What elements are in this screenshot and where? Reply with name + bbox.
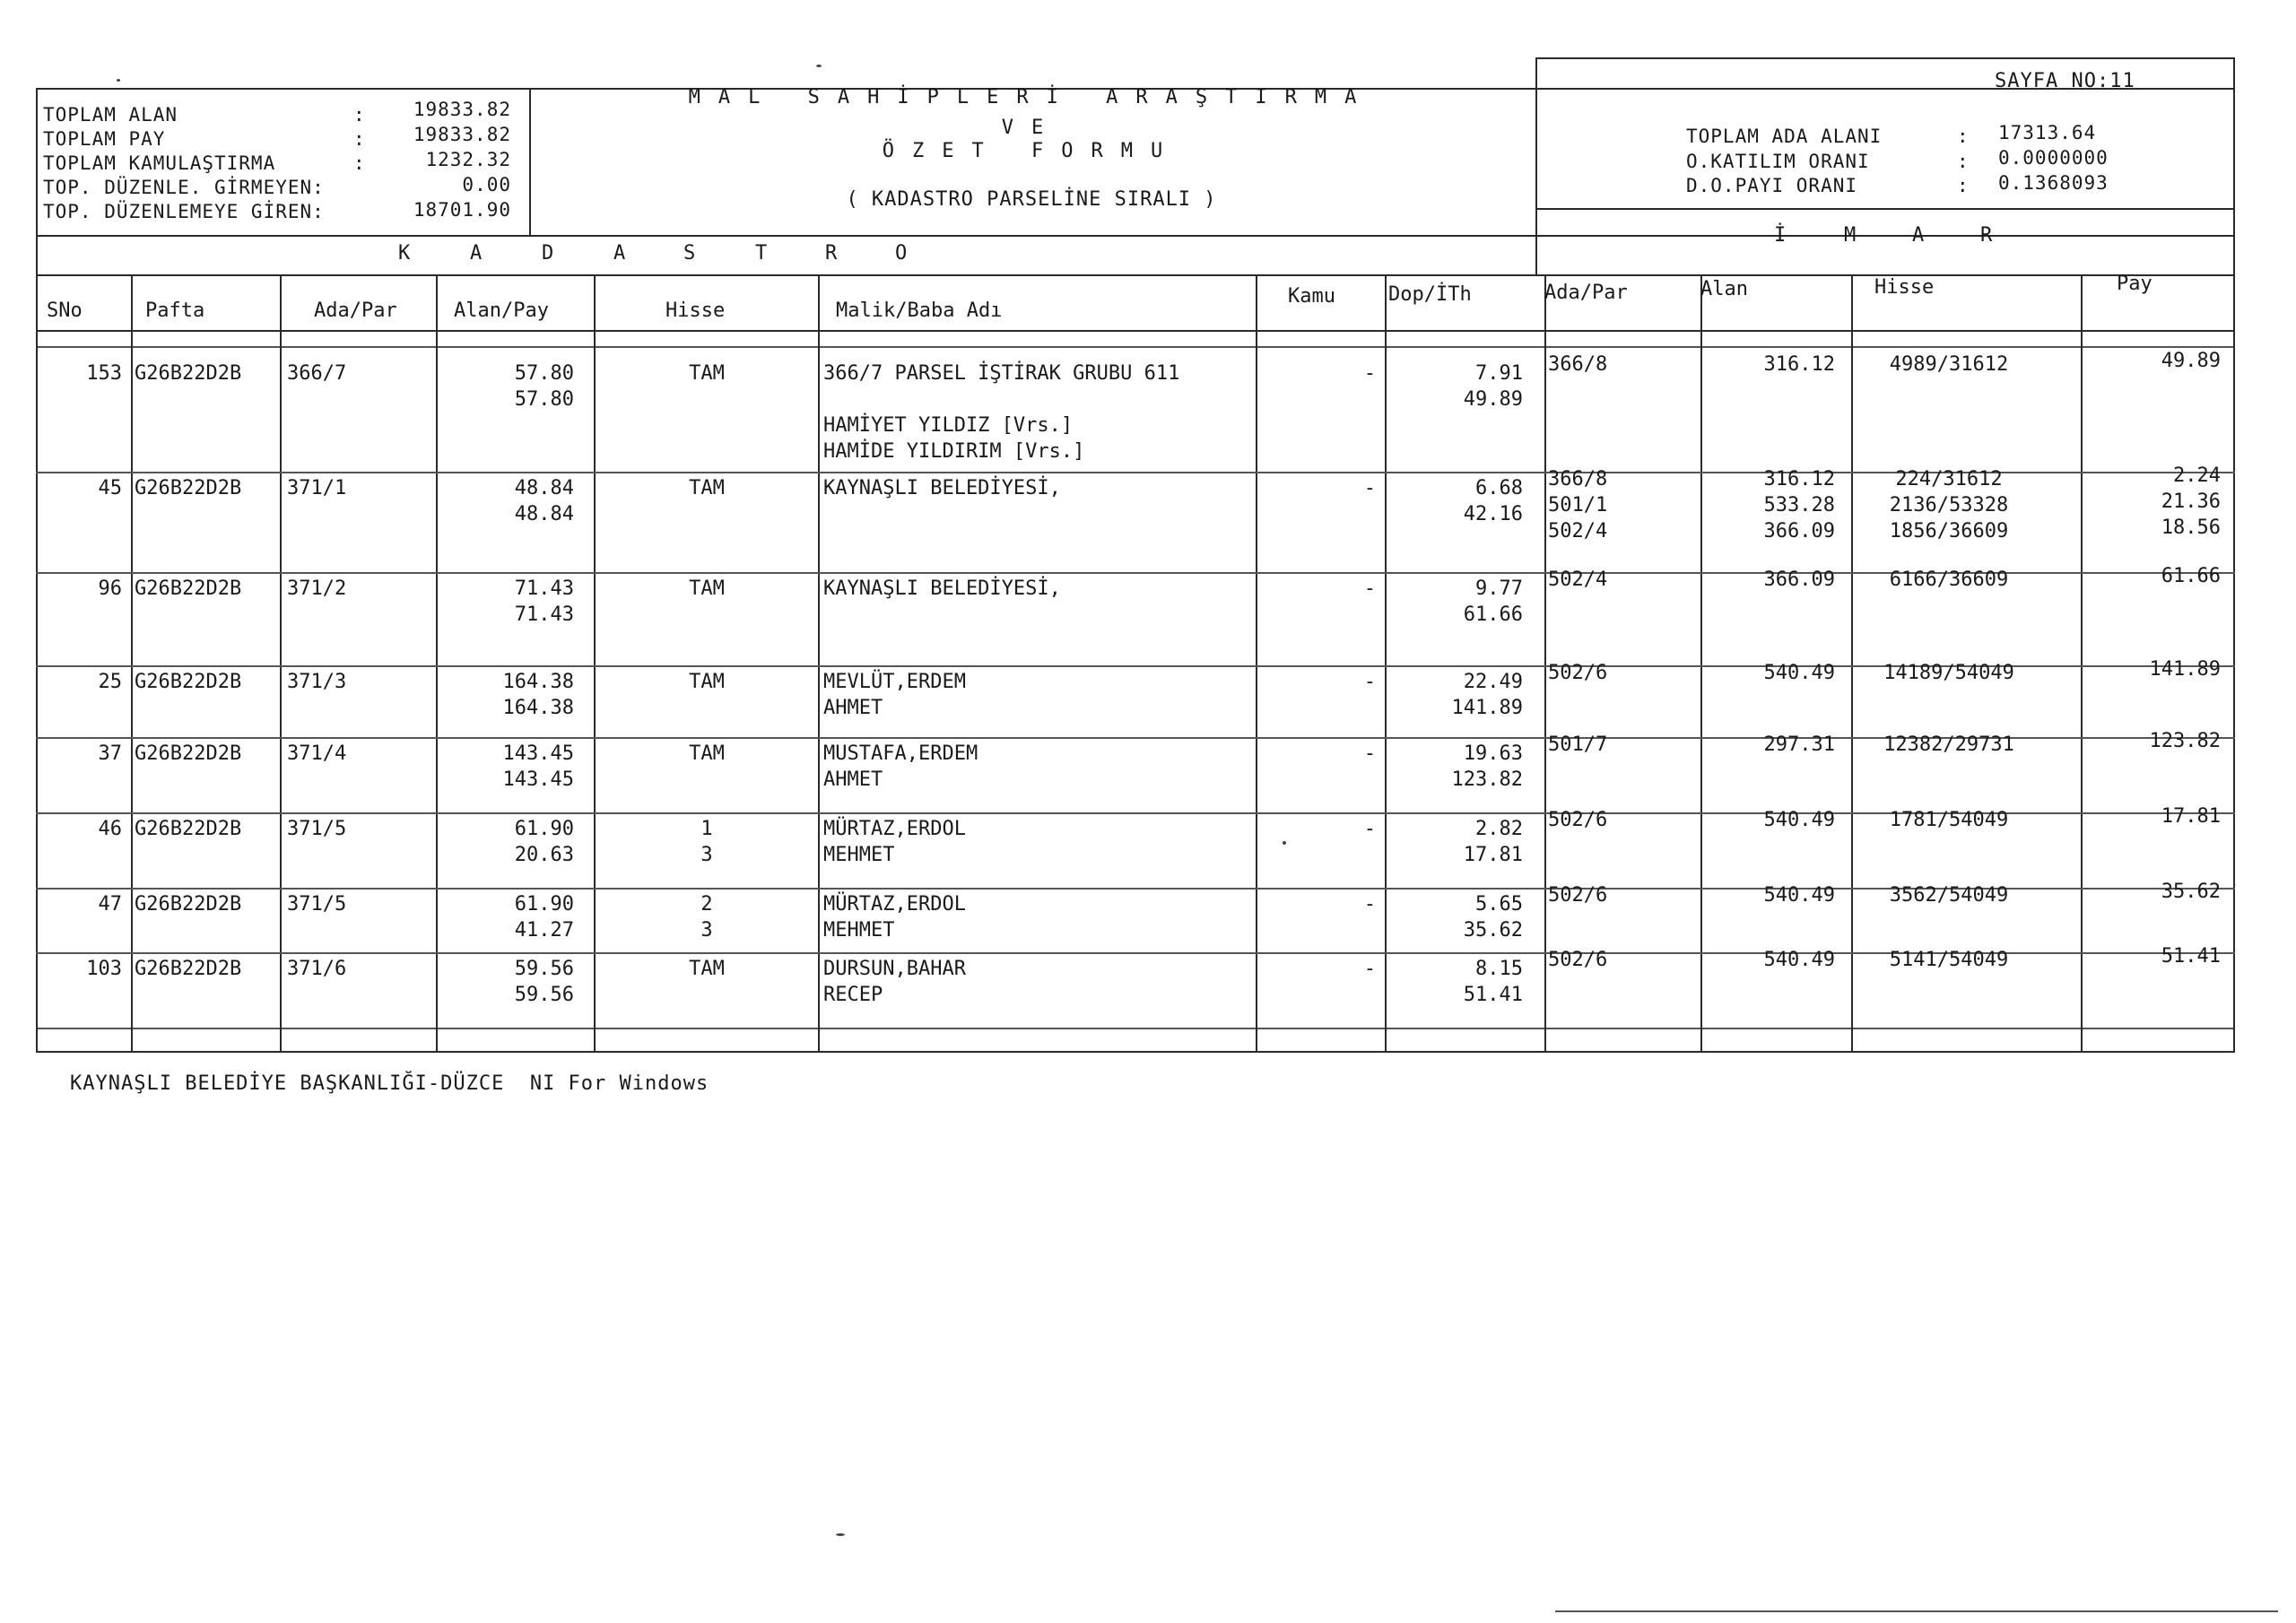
section-letter: S — [683, 242, 696, 265]
summary-value-duzenlemeye-giren: 18701.90 — [413, 199, 511, 221]
cell-adapar: 371/3 — [287, 671, 347, 693]
cell-dop: 8.15 51.41 — [1463, 958, 1523, 1006]
title-line-1: MAL SAHİPLERİ ARAŞTIRMA — [688, 86, 1375, 108]
cell-adapar: 371/2 — [287, 577, 347, 600]
cell-i-alan: 316.12 533.28 366.09 — [1763, 468, 1835, 542]
imar-colon: : — [1957, 126, 1970, 147]
title-line-2: VE — [1001, 117, 1062, 139]
scan-speck — [816, 65, 822, 67]
cell-dop: 9.77 61.66 — [1463, 577, 1523, 626]
section-letter: M — [1844, 224, 1857, 247]
cell-hisse: 1 3 — [700, 818, 713, 866]
cell-i-alan: 297.31 — [1763, 733, 1835, 756]
imar-label-katilim-orani: O.KATILIM ORANI — [1686, 151, 1870, 172]
summary-label-duzenle-girmeyen: TOP. DÜZENLE. GİRMEYEN: — [43, 177, 325, 198]
cell-kamu: - — [1363, 671, 1376, 693]
scan-speck — [1283, 841, 1286, 845]
cell-kamu: - — [1363, 742, 1376, 765]
imar-value-toplam-ada-alani: 17313.64 — [1998, 122, 2097, 143]
imar-colon: : — [1957, 175, 1970, 196]
cell-alanpay: 61.90 41.27 — [514, 893, 574, 942]
header-sno: SNo — [47, 299, 83, 322]
title-line-3: ÖZET FORMU — [882, 140, 1181, 162]
cell-kamu: - — [1363, 958, 1376, 980]
section-letter: K — [398, 242, 411, 265]
section-letter: T — [755, 242, 768, 265]
section-letter: R — [1980, 224, 1993, 247]
cell-sno: 45 — [98, 477, 122, 499]
cell-i-hisse: 5141/54049 — [1889, 949, 2009, 971]
cell-hisse: TAM — [689, 958, 725, 980]
cell-malik: MÜRTAZ,ERDOL MEHMET — [823, 893, 966, 942]
scan-edge-line — [1555, 1610, 2278, 1612]
cell-kamu: - — [1363, 362, 1376, 385]
imar-value-katilim-orani: 0.0000000 — [1998, 147, 2109, 169]
cell-adapar: 371/1 — [287, 477, 347, 499]
cell-pafta: G26B22D2B — [135, 818, 242, 840]
cell-dop: 6.68 42.16 — [1463, 477, 1523, 525]
cell-i-adapar: 502/4 — [1548, 568, 1608, 591]
cell-i-pay: 17.81 — [2161, 805, 2221, 828]
cell-sno: 46 — [98, 818, 122, 840]
cell-pafta: G26B22D2B — [135, 477, 242, 499]
section-letter: O — [895, 242, 908, 265]
cell-hisse: 2 3 — [700, 893, 713, 942]
imar-label-toplam-ada-alani: TOPLAM ADA ALANI — [1686, 126, 1883, 147]
cell-i-pay: 61.66 — [2161, 565, 2221, 587]
cell-i-adapar: 366/8 501/1 502/4 — [1548, 468, 1608, 542]
cell-sno: 25 — [98, 671, 122, 693]
footer-text: KAYNAŞLI BELEDİYE BAŞKANLIĞI-DÜZCE NI For Windows — [70, 1072, 709, 1095]
cell-i-adapar: 502/6 — [1548, 884, 1608, 907]
cell-i-alan: 366.09 — [1763, 568, 1835, 591]
cell-i-alan: 316.12 — [1763, 353, 1835, 376]
cell-i-pay: 123.82 — [2149, 730, 2221, 752]
cell-adapar: 366/7 — [287, 362, 347, 385]
section-letter: D — [542, 242, 554, 265]
cell-malik: KAYNAŞLI BELEDİYESİ, — [823, 577, 1061, 600]
cell-pafta: G26B22D2B — [135, 362, 242, 385]
summary-label-kamulastirma: TOPLAM KAMULAŞTIRMA — [43, 152, 276, 174]
summary-value-toplam-pay: 19833.82 — [413, 124, 511, 145]
cell-hisse: TAM — [689, 362, 725, 385]
cell-sno: 96 — [98, 577, 122, 600]
cell-malik: MEVLÜT,ERDEM AHMET — [823, 671, 966, 719]
cell-alanpay: 48.84 48.84 — [514, 477, 574, 525]
cell-hisse: TAM — [689, 742, 725, 765]
cell-alanpay: 61.90 20.63 — [514, 818, 574, 866]
scan-speck — [117, 79, 120, 82]
header-adapar: Ada/Par — [314, 299, 397, 322]
cell-i-hisse: 4989/31612 — [1889, 353, 2009, 376]
summary-colon: : — [353, 128, 366, 150]
cell-i-pay: 49.89 — [2161, 350, 2221, 372]
header-imar-adapar: Ada/Par — [1544, 282, 1628, 304]
summary-label-duzenlemeye-giren: TOP. DÜZENLEMEYE GİREN: — [43, 201, 325, 222]
cell-i-hisse: 224/31612 2136/53328 1856/36609 — [1889, 468, 2009, 542]
cell-alanpay: 57.80 57.80 — [514, 362, 574, 411]
imar-value-do-payi-orani: 0.1368093 — [1998, 172, 2109, 194]
cell-malik: MUSTAFA,ERDEM AHMET — [823, 742, 978, 791]
header-malik: Malik/Baba Adı — [836, 299, 1003, 322]
title-line-4: ( KADASTRO PARSELİNE SIRALI ) — [846, 188, 1217, 211]
cell-i-alan: 540.49 — [1763, 949, 1835, 971]
summary-value-duzenle-girmeyen: 0.00 — [462, 174, 511, 195]
imar-colon: : — [1957, 151, 1970, 172]
cell-sno: 103 — [86, 958, 122, 980]
section-letter: R — [825, 242, 838, 265]
cell-kamu: - — [1363, 893, 1376, 916]
cell-sno: 37 — [98, 742, 122, 765]
cell-dop: 2.82 17.81 — [1463, 818, 1523, 866]
cell-i-hisse: 1781/54049 — [1889, 809, 2009, 831]
cell-adapar: 371/4 — [287, 742, 347, 765]
cell-alanpay: 143.45 143.45 — [502, 742, 574, 791]
cell-hisse: TAM — [689, 477, 725, 499]
summary-value-toplam-alan: 19833.82 — [413, 99, 511, 120]
section-letter: A — [1912, 224, 1925, 247]
section-letter: A — [613, 242, 626, 265]
cell-i-adapar: 366/8 — [1548, 353, 1608, 376]
cell-malik: KAYNAŞLI BELEDİYESİ, — [823, 477, 1061, 499]
cell-malik: 366/7 PARSEL İŞTİRAK GRUBU 611 HAMİYET YILDIZ [Vrs.] HAMİDE YILDIRIM [Vrs.] — [823, 362, 1180, 463]
cell-pafta: G26B22D2B — [135, 671, 242, 693]
cell-sno: 153 — [86, 362, 122, 385]
cell-i-pay: 141.89 — [2149, 658, 2221, 681]
cell-kamu: - — [1363, 818, 1376, 840]
scan-speck — [836, 1533, 845, 1536]
section-letter: A — [470, 242, 483, 265]
cell-sno: 47 — [98, 893, 122, 916]
header-alanpay: Alan/Pay — [454, 299, 549, 322]
header-imar-hisse: Hisse — [1874, 276, 1935, 299]
imar-label-do-payi-orani: D.O.PAYI ORANI — [1686, 175, 1858, 196]
summary-colon: : — [353, 104, 366, 126]
cell-i-hisse: 6166/36609 — [1889, 568, 2009, 591]
cell-hisse: TAM — [689, 671, 725, 693]
header-dop: Dop/İTh — [1388, 283, 1472, 306]
cell-i-adapar: 502/6 — [1548, 949, 1608, 971]
cell-kamu: - — [1363, 477, 1376, 499]
cell-malik: MÜRTAZ,ERDOL MEHMET — [823, 818, 966, 866]
cell-dop: 19.63 123.82 — [1451, 742, 1523, 791]
cell-alanpay: 59.56 59.56 — [514, 958, 574, 1006]
cell-i-alan: 540.49 — [1763, 662, 1835, 684]
header-imar-alan: Alan — [1700, 278, 1748, 300]
header-hisse: Hisse — [665, 299, 726, 322]
cell-i-pay: 35.62 — [2161, 881, 2221, 903]
cell-alanpay: 71.43 71.43 — [514, 577, 574, 626]
cell-pafta: G26B22D2B — [135, 893, 242, 916]
cell-i-hisse: 14189/54049 — [1883, 662, 2014, 684]
cell-pafta: G26B22D2B — [135, 742, 242, 765]
summary-value-kamulastirma: 1232.32 — [425, 149, 511, 170]
summary-label-toplam-alan: TOPLAM ALAN — [43, 104, 178, 126]
cell-dop: 7.91 49.89 — [1463, 362, 1523, 411]
cell-i-pay: 2.24 21.36 18.56 — [2161, 464, 2221, 539]
cell-kamu: - — [1363, 577, 1376, 600]
cell-i-pay: 51.41 — [2161, 945, 2221, 968]
cell-hisse: TAM — [689, 577, 725, 600]
cell-i-alan: 540.49 — [1763, 809, 1835, 831]
cell-i-adapar: 501/7 — [1548, 733, 1608, 756]
cell-adapar: 371/5 — [287, 893, 347, 916]
cell-dop: 5.65 35.62 — [1463, 893, 1523, 942]
summary-label-toplam-pay: TOPLAM PAY — [43, 128, 166, 150]
cell-adapar: 371/6 — [287, 958, 347, 980]
summary-colon: : — [353, 152, 366, 174]
page-number: SAYFA NO:11 — [1995, 70, 2135, 92]
cell-i-alan: 540.49 — [1763, 884, 1835, 907]
header-imar-pay: Pay — [2117, 273, 2152, 295]
cell-pafta: G26B22D2B — [135, 958, 242, 980]
header-pafta: Pafta — [145, 299, 205, 322]
cell-alanpay: 164.38 164.38 — [502, 671, 574, 719]
cell-malik: DURSUN,BAHAR RECEP — [823, 958, 966, 1006]
cell-i-adapar: 502/6 — [1548, 809, 1608, 831]
cell-i-hisse: 12382/29731 — [1883, 733, 2014, 756]
cell-pafta: G26B22D2B — [135, 577, 242, 600]
cell-i-hisse: 3562/54049 — [1889, 884, 2009, 907]
cell-adapar: 371/5 — [287, 818, 347, 840]
header-kamu: Kamu — [1288, 285, 1335, 308]
cell-dop: 22.49 141.89 — [1451, 671, 1523, 719]
cell-i-adapar: 502/6 — [1548, 662, 1608, 684]
section-letter: İ — [1774, 224, 1787, 247]
